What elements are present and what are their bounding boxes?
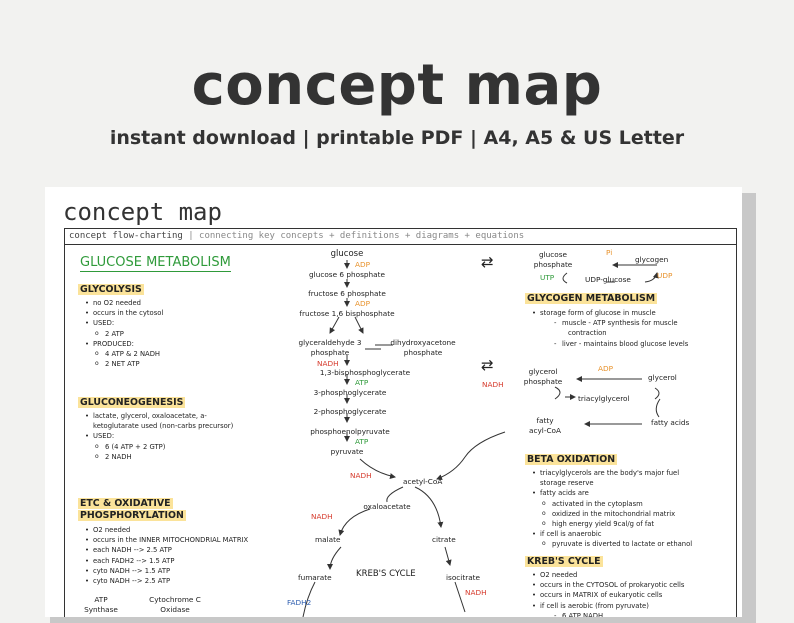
list-item: - 6 ATP NADH — [530, 611, 684, 617]
udp-label: UDP — [657, 271, 673, 280]
list-item: o high energy yield 9cal/g of fat — [530, 519, 692, 529]
bpg13-node: 1,3-bisphosphoglycerate — [319, 368, 411, 377]
atp-synthase-label-2: Synthase — [84, 605, 118, 614]
list-item: o 2 ATP — [83, 329, 163, 339]
list-item: • O2 needed — [530, 570, 684, 580]
list-item: • if cell is anaerobic — [530, 529, 692, 539]
nadh-label-5: NADH — [465, 588, 487, 597]
glycogen-metabolism-heading: GLYCOGEN METABOLISM — [527, 293, 656, 304]
page-subtitle: instant download | printable PDF | A4, A5 & US Letter — [109, 127, 685, 149]
list-item: • occurs in MATRIX of eukaryotic cells — [530, 590, 684, 600]
nadh-label-2: NADH — [350, 471, 372, 480]
concept-map-sheet — [45, 187, 742, 617]
equilibrium-arrows-icon: ⇄ — [481, 253, 494, 271]
dhap-node-2: phosphate — [403, 348, 443, 357]
f6p-node: fructose 6 phosphate — [308, 289, 386, 298]
krebs-cycle-label: KREB'S CYCLE — [356, 569, 416, 579]
oxidase-label: Oxidase — [160, 605, 190, 614]
list-item: • if cell is aerobic (from pyruvate) — [530, 601, 684, 611]
atp-label-1: ATP — [355, 378, 369, 387]
list-item: o pyruvate is diverted to lactate or ethanol — [530, 539, 692, 549]
gluconeogenesis-heading: GLUCONEOGENESIS — [80, 397, 184, 408]
beta-oxidation-heading: BETA OXIDATION — [527, 454, 616, 465]
glucose-phosphate-node-2: phosphate — [533, 260, 573, 269]
list-item: o 2 NET ATP — [83, 359, 163, 369]
malate-node: malate — [315, 535, 341, 544]
citrate-node: citrate — [432, 535, 456, 544]
list-item: - liver - maintains blood glucose levels — [530, 339, 688, 349]
list-item: • fatty acids are — [530, 488, 692, 498]
g6p-node: glucose 6 phosphate — [309, 270, 385, 279]
glycogen-node: glycogen — [635, 255, 669, 264]
list-item: • triacylglycerols are the body's major fuel — [530, 468, 692, 478]
list-item: contraction — [568, 329, 607, 338]
nadh-label-3: NADH — [482, 380, 504, 389]
pg3-node: 3-phosphoglycerate — [313, 388, 387, 397]
page-title: concept map — [191, 53, 603, 118]
fatty-acyl-coa-node: fatty — [536, 416, 554, 425]
list-item: • cyto NADH --> 2.5 ATP — [83, 576, 248, 586]
adp-label-1: ADP — [355, 260, 371, 269]
list-item: • occurs in the INNER MITOCHONDRIAL MATRIX — [83, 535, 248, 545]
equilibrium-arrows-icon-2: ⇄ — [481, 356, 494, 374]
pg2-node: 2-phosphoglycerate — [313, 407, 387, 416]
isocitrate-node: isocitrate — [446, 573, 481, 582]
list-item: • O2 needed — [83, 525, 248, 535]
udp-glucose-node: UDP-glucose — [585, 275, 631, 284]
glycolysis-heading: GLYCOLYSIS — [80, 284, 142, 295]
list-item: • no O2 needed — [83, 298, 163, 308]
list-item: storage reserve — [540, 479, 594, 488]
list-item: • occurs in the CYTOSOL of prokaryotic cells — [530, 580, 684, 590]
etc-heading-line1: ETC & OXIDATIVE — [80, 498, 171, 509]
list-item: - muscle - ATP synthesis for muscle — [530, 318, 688, 328]
list-item: • lactate, glycerol, oxaloacetate, a- — [83, 411, 233, 421]
triacylglycerol-node: triacylglycerol — [578, 394, 630, 403]
list-item: • storage form of glucose in muscle — [530, 308, 688, 318]
sheet-title: concept map — [63, 198, 222, 226]
list-item: o activated in the cytoplasm — [530, 499, 692, 509]
g3p-node: glyceraldehyde 3 — [298, 338, 362, 347]
f16bp-node: fructose 1,6 bisphosphate — [299, 309, 395, 318]
atp-synthase-label: ATP — [94, 595, 108, 604]
glucose-phosphate-node: glucose — [538, 250, 568, 259]
adp-label-2: ADP — [355, 299, 371, 308]
krebs-cycle-list — [530, 570, 684, 617]
fadh2-label: FADH2 — [287, 598, 312, 607]
list-item: o 4 ATP & 2 NADH — [83, 349, 163, 359]
list-item: • each NADH --> 2.5 ATP — [83, 545, 248, 555]
krebs-cycle-heading: KREB'S CYCLE — [527, 556, 601, 567]
adp-label-3: ADP — [598, 364, 614, 373]
beta-oxidation-list — [530, 468, 692, 550]
fatty-acyl-coa-node-2: acyl-CoA — [528, 426, 562, 435]
glycolysis-list — [83, 298, 163, 369]
glucose-metabolism-heading: GLUCOSE METABOLISM — [80, 255, 231, 270]
list-item: o 6 (4 ATP + 2 GTP) — [83, 442, 233, 452]
gluconeogenesis-list — [83, 411, 233, 462]
glycerol-phosphate-node: glycerol — [528, 367, 558, 376]
list-item: ketoglutarate used (non-carbs precursor) — [93, 422, 234, 431]
glycerol-node: glycerol — [648, 373, 677, 382]
pi-label: Pi — [606, 248, 613, 257]
list-item: • cyto NADH --> 1.5 ATP — [83, 566, 248, 576]
flow-title: concept flow-charting — [69, 231, 183, 241]
pyruvate-node: pyruvate — [330, 447, 364, 456]
acetyl-coa-node: acetyl-CoA — [403, 477, 443, 486]
fatty-acids-node: fatty acids — [651, 418, 690, 427]
nadh-label-4: NADH — [311, 512, 333, 521]
list-item: • USED: — [83, 318, 163, 328]
list-item: o oxidized in the mitochondrial matrix — [530, 509, 692, 519]
pep-node: phosphoenolpyruvate — [310, 427, 390, 436]
list-item: o 2 NADH — [83, 452, 233, 462]
oxaloacetate-node: oxaloacetate — [363, 502, 411, 511]
glycerol-phosphate-node-2: phosphate — [523, 377, 563, 386]
list-item: • PRODUCED: — [83, 339, 163, 349]
dhap-node: dihydroxyacetone — [390, 338, 456, 347]
glycogen-metabolism-list — [530, 308, 688, 349]
atp-label-2: ATP — [355, 437, 369, 446]
glucose-node: glucose — [330, 249, 364, 259]
list-item: • each FADH2 --> 1.5 ATP — [83, 556, 248, 566]
cytochrome-label: Cytochrome C — [149, 595, 201, 604]
fumarate-node: fumarate — [298, 573, 332, 582]
flow-subtitle: | connecting key concepts + definitions + diagrams + equations — [188, 231, 525, 241]
list-item: • occurs in the cytosol — [83, 308, 163, 318]
etc-list — [83, 525, 248, 586]
g3p-node-2: phosphate — [310, 348, 350, 357]
nadh-label-1: NADH — [317, 359, 339, 368]
utp-label: UTP — [540, 273, 555, 282]
etc-heading-line2: PHOSPHORYLATION — [80, 510, 184, 521]
list-item: • USED: — [83, 431, 233, 441]
